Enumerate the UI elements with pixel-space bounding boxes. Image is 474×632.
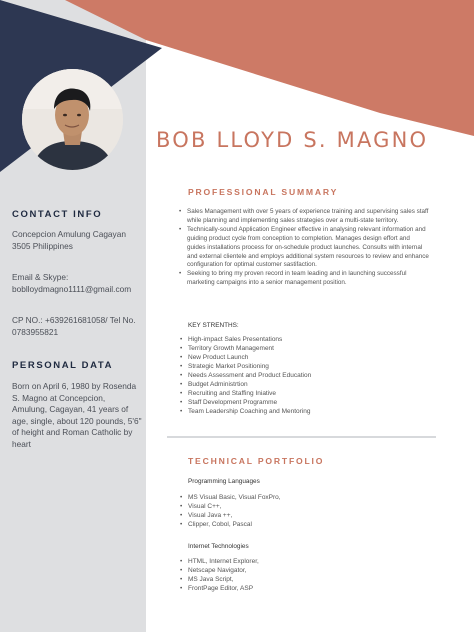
list-item: • MS Java Script, bbox=[180, 576, 430, 585]
list-item: • Needs Assessment and Product Education bbox=[180, 372, 430, 381]
section-divider bbox=[167, 436, 436, 438]
list-item: • Strategic Market Positioning bbox=[180, 363, 430, 372]
profile-photo bbox=[22, 69, 123, 170]
personal-data-text: Born on April 6, 1980 by Rosenda S. Magno at Concepcion, Amulung, Cagayan, 41 years of age, single, about 120 pounds, 5'6" of height and Roman Catholic by heart bbox=[12, 381, 142, 449]
list-item: • Territory Growth Management bbox=[180, 345, 430, 354]
professional-summary-heading: PROFESSIONAL SUMMARY bbox=[188, 187, 339, 197]
list-item: • MS Visual Basic, Visual FoxPro, bbox=[180, 494, 430, 503]
contact-address: Concepcion Amulung Cagayan 3505 Philippines bbox=[12, 229, 126, 251]
key-strengths-list bbox=[180, 336, 430, 417]
professional-summary-list bbox=[176, 208, 430, 288]
list-item: • New Product Launch bbox=[180, 354, 430, 363]
personal-data-heading: PERSONAL DATA bbox=[12, 360, 114, 371]
internet-technologies-list bbox=[180, 558, 430, 594]
list-item: • Technically-sound Application Engineer effective in analysing relevant information and guiding product cycle from conception to completion. Manages design effort and guides installations process for on-schedule product launches. Consults with internal and external clientele and employs additional system resources to review and enhance configuration for optimal customer sastifaction. bbox=[176, 226, 430, 271]
contact-email-skype: Email & Skype: boblloydmagno1111@gmail.com bbox=[12, 272, 132, 294]
list-item: • Clipper, Cobol, Pascal bbox=[180, 521, 430, 530]
list-item: • Staff Development Programme bbox=[180, 399, 430, 408]
list-item: • Visual C++, bbox=[180, 503, 430, 512]
list-item: • HTML, Internet Explorer, bbox=[180, 558, 430, 567]
contact-info-heading: CONTACT INFO bbox=[12, 209, 103, 220]
list-item: • Budget Administrtion bbox=[180, 381, 430, 390]
person-name: BOB LLOYD S. MAGNO bbox=[156, 128, 429, 152]
programming-languages-list bbox=[180, 494, 430, 530]
list-item: • Sales Management with over 5 years of experience training and supervising sales staff while planning and implementing sales strategies over a multi-state territory. bbox=[176, 208, 430, 226]
list-item: • FrontPage Editor, ASP bbox=[180, 585, 430, 594]
list-item: • High-impact Sales Presentations bbox=[180, 336, 430, 345]
list-item: • Seeking to bring my proven record in team leading and in launching successful marketing campaigns into a senior management position. bbox=[176, 270, 430, 288]
list-item: • Team Leadership Coaching and Mentoring bbox=[180, 408, 430, 417]
technical-portfolio-heading: TECHNICAL PORTFOLIO bbox=[188, 456, 325, 466]
key-strengths-label: KEY STRENTHS: bbox=[188, 322, 239, 329]
contact-phone: CP NO.: +639261681058/ Tel No. 0783955821 bbox=[12, 315, 136, 337]
person-silhouette-icon bbox=[22, 69, 123, 170]
internet-technologies-label: Internet Technologies bbox=[188, 543, 249, 550]
list-item: • Visual Java ++, bbox=[180, 512, 430, 521]
list-item: • Netscape Navigator, bbox=[180, 567, 430, 576]
list-item: • Recruiting and Staffing Iniative bbox=[180, 390, 430, 399]
programming-languages-label: Programming Languages bbox=[188, 478, 260, 485]
